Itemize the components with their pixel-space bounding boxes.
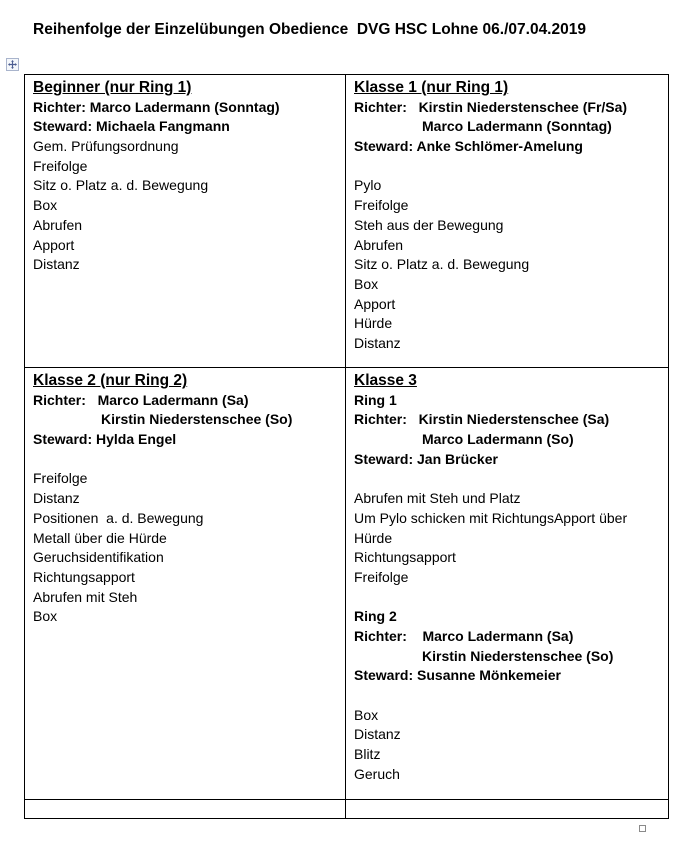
doc-line: Freifolge — [354, 197, 409, 214]
doc-line: Steward: Anke Schlömer-Amelung — [354, 138, 583, 155]
doc-line: Distanz — [33, 256, 80, 273]
four-arrows-icon — [8, 60, 17, 69]
doc-line: Kirstin Niederstenschee (So) — [101, 411, 293, 428]
doc-line: Richter: Marco Ladermann (Sa) — [33, 391, 249, 408]
doc-line: Abrufen mit Steh — [33, 588, 138, 605]
table-row — [25, 800, 669, 819]
doc-line: Box — [354, 275, 379, 292]
doc-line: Richter: Marco Ladermann (Sonntag) — [33, 98, 280, 115]
doc-line: Richter: Marco Ladermann (Sa) — [354, 627, 574, 644]
doc-line: Abrufen — [33, 216, 83, 233]
cell-beginner — [25, 75, 346, 368]
doc-line: Positionen a. d. Bewegung — [33, 509, 204, 526]
doc-line: Marco Ladermann (So) — [422, 431, 574, 448]
doc-line: Ring 1 — [354, 391, 397, 408]
doc-line — [354, 686, 662, 706]
doc-line: Steward: Hylda Engel — [33, 431, 177, 448]
cell-empty-right — [346, 800, 669, 819]
doc-line: Um Pylo schicken mit RichtungsApport über — [354, 509, 628, 526]
doc-line: Kirstin Niederstenschee (So) — [422, 647, 614, 664]
cell-empty-left — [25, 800, 346, 819]
doc-line: Sitz o. Platz a. d. Bewegung — [354, 256, 530, 273]
doc-line — [354, 157, 662, 177]
doc-line: Geruch — [354, 765, 400, 782]
table-resize-handle[interactable] — [639, 825, 646, 832]
doc-line: Gem. Prüfungsordnung — [33, 138, 179, 155]
doc-line — [354, 588, 662, 608]
doc-line: Abrufen mit Steh und Platz — [354, 490, 521, 507]
doc-line: Steward: Jan Brücker — [354, 450, 498, 467]
doc-line: Richtungsapport — [354, 549, 456, 566]
doc-line: Hürde — [354, 529, 393, 546]
doc-line: Blitz — [354, 746, 381, 763]
doc-line: Abrufen — [354, 236, 404, 253]
cell-klasse-3 — [346, 368, 669, 800]
doc-line: Richtungsapport — [33, 568, 135, 585]
doc-line: Box — [33, 608, 58, 625]
doc-line: Box — [354, 706, 379, 723]
doc-line: Distanz — [354, 726, 401, 743]
doc-line: Richter: Kirstin Niederstenschee (Fr/Sa) — [354, 98, 628, 115]
doc-line: Pylo — [354, 177, 382, 194]
doc-line: Distanz — [354, 334, 401, 351]
doc-line: Freifolge — [33, 470, 88, 487]
class-heading: Klasse 3 — [354, 372, 417, 389]
doc-line: Steward: Michaela Fangmann — [33, 118, 230, 135]
table-move-handle-icon[interactable] — [6, 58, 19, 71]
doc-line: Steh aus der Bewegung — [354, 216, 504, 233]
exercise-schedule-table — [24, 74, 669, 819]
doc-line: Apport — [354, 295, 396, 312]
doc-line: Steward: Susanne Mönkemeier — [354, 667, 561, 684]
cell-klasse-1 — [346, 75, 669, 368]
doc-line: Geruchsidentifikation — [33, 549, 164, 566]
doc-line: Sitz o. Platz a. d. Bewegung — [33, 177, 209, 194]
doc-line: Richter: Kirstin Niederstenschee (Sa) — [354, 411, 610, 428]
doc-line — [354, 469, 662, 489]
doc-line: Freifolge — [33, 157, 88, 174]
page-title: Reihenfolge der Einzelübungen Obedience DVG HSC Lohne 06./07.04.2019 — [33, 21, 586, 38]
doc-line: Apport — [33, 236, 75, 253]
doc-line: Marco Ladermann (Sonntag) — [422, 118, 612, 135]
doc-line: Box — [33, 197, 58, 214]
class-heading: Klasse 1 (nur Ring 1) — [354, 79, 509, 96]
doc-line: Metall über die Hürde — [33, 529, 167, 546]
table-row — [25, 368, 669, 800]
doc-line: Hürde — [354, 315, 393, 332]
doc-line: Ring 2 — [354, 608, 397, 625]
class-heading: Klasse 2 (nur Ring 2) — [33, 372, 188, 389]
doc-line: Distanz — [33, 490, 80, 507]
cell-klasse-2 — [25, 368, 346, 800]
table-row — [25, 75, 669, 368]
doc-line — [33, 450, 339, 470]
doc-line: Freifolge — [354, 568, 409, 585]
class-heading: Beginner (nur Ring 1) — [33, 79, 192, 96]
